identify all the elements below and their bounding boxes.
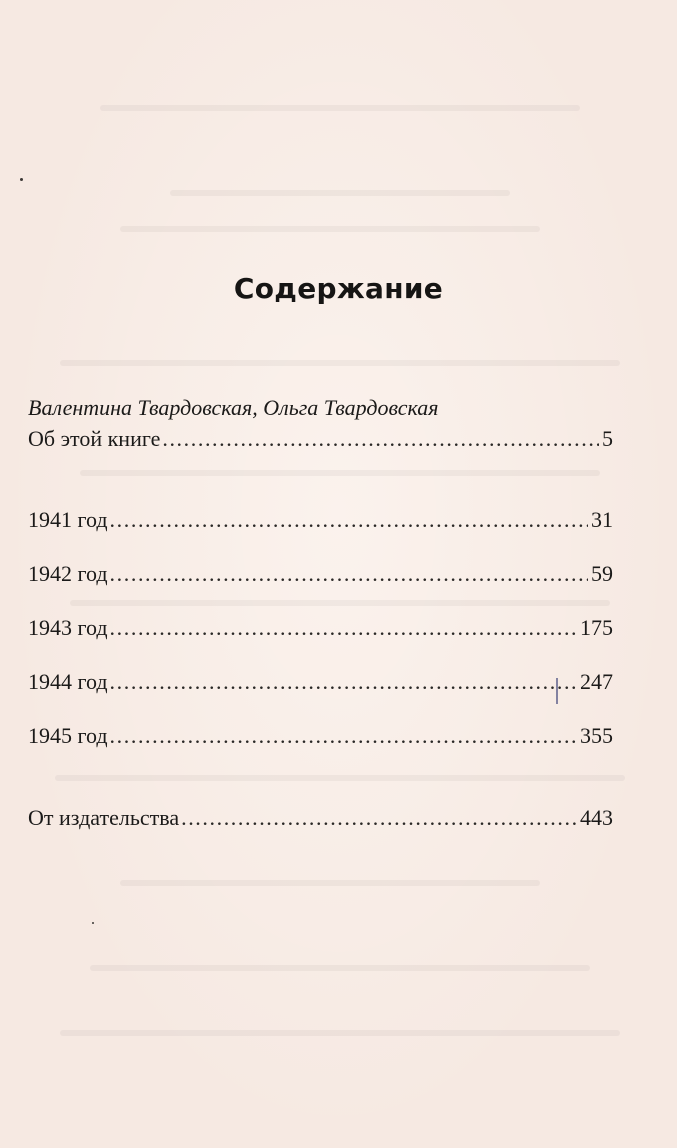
toc-leader-dots [181, 804, 577, 832]
toc-entry[interactable] [28, 668, 613, 696]
bleed-through-line [120, 226, 540, 232]
page-title: Содержание [233, 272, 444, 305]
toc-leader-dots [110, 560, 588, 588]
toc-entry[interactable] [28, 614, 613, 642]
toc-entry-page: 59 [591, 561, 613, 586]
toc-entry-label: 1941 год [28, 507, 108, 532]
toc-entry-label: 1942 год [28, 561, 108, 586]
toc-entry[interactable] [28, 560, 613, 588]
toc-entry-label: 1943 год [28, 615, 108, 640]
toc-entry[interactable] [28, 804, 613, 832]
toc-leader-dots [110, 668, 577, 696]
toc-leader-dots [162, 425, 599, 453]
toc-entry[interactable] [28, 425, 613, 453]
toc-leader-dots [110, 506, 588, 534]
bleed-through-line [55, 775, 625, 781]
toc-entry[interactable] [28, 722, 613, 750]
toc-leader-dots [110, 722, 577, 750]
bleed-through-line [100, 105, 580, 111]
toc-entry-label: 1944 год [28, 669, 108, 694]
toc-entry-page: 355 [580, 723, 613, 748]
bleed-through-line [120, 880, 540, 886]
toc-entry-page: 443 [580, 805, 613, 830]
toc-entry-page: 5 [602, 426, 613, 451]
toc-entry-page: 175 [580, 615, 613, 640]
toc-leader-dots [110, 614, 577, 642]
bleed-through-line [170, 190, 510, 196]
bleed-through-line [70, 600, 610, 606]
bleed-through-line [80, 470, 600, 476]
bleed-through-line [60, 360, 620, 366]
toc-author-line: Валентина Твардовская, Ольга Твардовская [28, 395, 439, 420]
toc-entry-label: От издательства [28, 805, 180, 830]
toc-entry-page: 31 [591, 507, 613, 532]
paper-speck [92, 922, 94, 924]
paper-speck [20, 178, 23, 181]
toc-entry[interactable] [28, 506, 613, 534]
pen-mark [556, 678, 558, 704]
toc-entry-page: 247 [580, 669, 613, 694]
bleed-through-line [60, 1030, 620, 1036]
toc-entry-label: Об этой книге [28, 426, 161, 451]
toc-entry-label: 1945 год [28, 723, 108, 748]
bleed-through-line [90, 965, 590, 971]
